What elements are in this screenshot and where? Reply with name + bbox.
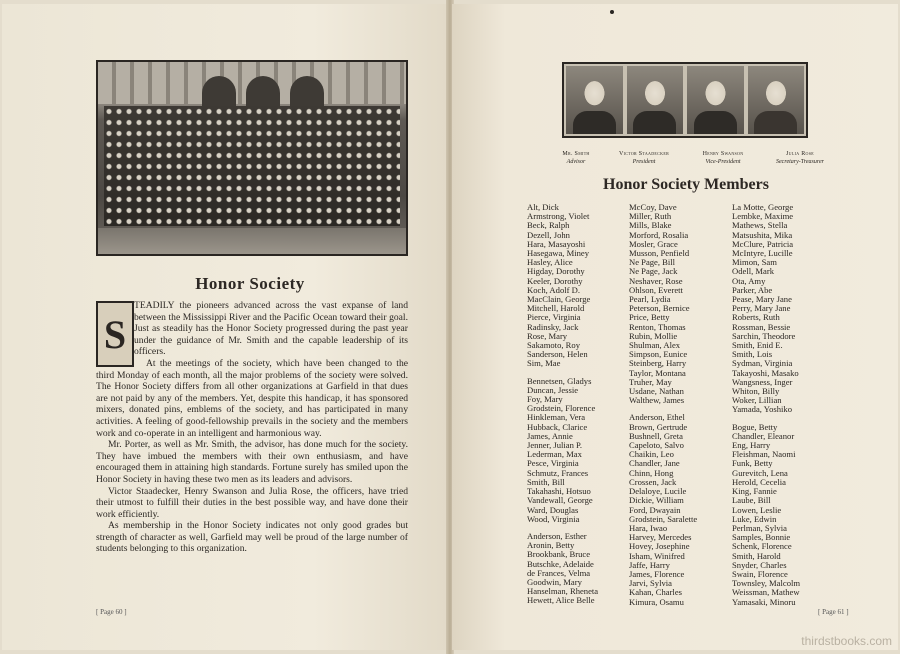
paragraph: TEADILY the pioneers advanced across the vast expanse of land between the Mississippi River and the Pacific Ocean toward their goal. Just as steadily has the Honor Society progressed during the past year under the guidance of Mr. Smith and the capable leadership of its officers. [134, 300, 408, 358]
member-name: Capeloto, Salvo [629, 440, 684, 451]
member-name: McClure, Patricia [732, 238, 794, 249]
member-name: Butschke, Adelaide [527, 558, 594, 569]
member-name: Anderson, Ethel [629, 412, 685, 423]
page-number: [ Page 61 ] [818, 608, 849, 616]
page-number: [ Page 60 ] [96, 608, 127, 616]
member-name: Bogue, Betty [732, 421, 778, 432]
member-name: Sakamoto, Roy [527, 340, 580, 351]
member-name: Neshaver, Rose [629, 275, 683, 286]
member-name: Shulman, Alex [629, 340, 681, 351]
member-name: Ne Page, Bill [629, 257, 676, 268]
member-name: Samples, Bonnie [732, 532, 791, 543]
member-name: Pierce, Virginia [527, 312, 581, 323]
member-name: Takahashi, Hotsuo [527, 486, 591, 497]
member-name: Duncan, Jessie [527, 384, 579, 395]
member-name: Price, Betty [629, 312, 670, 323]
member-name: Musson, Penfield [629, 248, 690, 259]
member-name: Miller, Ruth [629, 211, 672, 222]
watermark: thirdstbooks.com [801, 634, 892, 648]
member-name: Rossman, Bessie [732, 321, 791, 332]
member-name: Grodstein, Florence [527, 403, 596, 414]
member-name: Ford, Dwayain [629, 504, 681, 515]
member-name: Sanderson, Helen [527, 349, 588, 360]
member-name: Crossen, Jack [629, 476, 677, 487]
member-name: Ward, Douglas [527, 504, 579, 515]
member-name: Perlman, Sylvia [732, 522, 787, 533]
member-name: Schenk, Florence [732, 541, 792, 552]
member-name: de Frances, Velma [527, 567, 591, 578]
member-name: Isham, Winifred [629, 550, 685, 561]
member-name: Laube, Bill [732, 495, 771, 506]
member-name: Yamada, Yoshiko [732, 404, 793, 415]
member-name: Kimura, Osamu [629, 596, 684, 607]
member-name: Eng, Harry [732, 440, 771, 451]
member-name: Bennetsen, Gladys [527, 375, 592, 386]
member-name: Aronin, Betty [527, 540, 575, 551]
members-heading: Honor Society Members [603, 176, 769, 193]
member-name: Armstrong, Violet [527, 211, 590, 222]
member-name: Taylor, Montana [629, 367, 686, 378]
member-name: Fleishman, Naomi [732, 449, 796, 460]
member-name: Hara, Masayoshi [527, 238, 586, 249]
officer-caption: Henry Swanson Vice-President [702, 151, 744, 165]
member-name: Brookbank, Bruce [527, 549, 591, 560]
member-name: Mosler, Grace [629, 238, 678, 249]
member-name: Renton, Thomas [629, 321, 686, 332]
member-name: Swain, Florence [732, 568, 788, 579]
member-name: Lembke, Maxime [732, 211, 794, 222]
member-name: La Motte, George [732, 202, 794, 212]
member-name: Sarchin, Theodore [732, 330, 796, 341]
officer-caption: Mr. Smith Advisor [562, 151, 590, 165]
member-name: Takayoshi, Masako [732, 367, 799, 378]
member-name: MacClain, George [527, 294, 591, 305]
member-name: Goodwin, Mary [527, 576, 582, 587]
member-name: Hara, Iwao [629, 522, 668, 533]
member-name: Lederman, Max [527, 449, 582, 460]
member-name: Yamasaki, Minoru [732, 596, 796, 607]
member-name: Truher, May [629, 376, 672, 387]
member-name: Luke, Edwin [732, 513, 777, 524]
member-name: Ne Page, Jack [629, 266, 678, 277]
member-name: Hasley, Alice [527, 257, 573, 268]
member-name: Simpson, Eunice [629, 349, 688, 360]
member-name: Hubback, Clarice [527, 421, 588, 432]
member-name: Pesce, Virginia [527, 458, 579, 469]
portrait-vice-president [687, 66, 744, 134]
member-name: Mimon, Sam [732, 257, 777, 268]
member-name: Schmutz, Frances [527, 467, 589, 478]
member-name: Mitchell, Harold [527, 303, 585, 314]
member-name: Hovey, Josephine [629, 541, 690, 552]
member-name: Perry, Mary Jane [732, 303, 791, 314]
member-name: Vandewall, George [527, 495, 593, 506]
member-name: Anderson, Esther [527, 530, 587, 541]
member-name: Lowen, Leslie [732, 504, 782, 515]
paragraph: Victor Staadecker, Henry Swanson and Julia Rose, the officers, have tried their utmost to fulfill their duties in the best possible way, and have done their work efficiently. [96, 485, 408, 520]
members-column [527, 203, 635, 606]
member-name: Walthew, James [629, 395, 685, 406]
member-name: Morford, Rosalia [629, 229, 689, 240]
member-name: Jenner, Julian P. [527, 440, 583, 451]
member-name: McCoy, Dave [629, 202, 677, 212]
member-name: McIntyre, Lucille [732, 248, 793, 259]
member-name: Smith, Bill [527, 476, 565, 487]
member-name: Jarvi, Sylvia [629, 578, 672, 589]
member-name: Smith, Enid E. [732, 340, 783, 351]
article-body [96, 300, 408, 555]
member-name: Chandler, Jane [629, 458, 680, 469]
member-name: Dickie, William [629, 495, 684, 506]
member-name: Hewett, Alice Belle [527, 595, 595, 606]
members-column [732, 203, 840, 607]
member-name: Jaffe, Harry [629, 559, 670, 570]
officer-caption: Victor Staadecker President [618, 151, 670, 165]
member-name: Odell, Mark [732, 266, 775, 277]
member-name: Higday, Dorothy [527, 266, 585, 277]
officer-caption: Julia Rose Secretary-Treasurer [776, 151, 824, 165]
member-name: Chandler, Eleanor [732, 430, 795, 441]
portrait-secretary [748, 66, 805, 134]
member-name: Brown, Gertrude [629, 421, 688, 432]
members-column [629, 203, 737, 607]
member-name: Beck, Ralph [527, 220, 570, 231]
page-title: Honor Society [195, 274, 305, 293]
member-name: Herold, Cecelia [732, 476, 786, 487]
member-name: Rose, Mary [527, 330, 568, 341]
member-name: Woker, Lillian [732, 395, 782, 406]
member-name: James, Florence [629, 568, 685, 579]
member-name: Harvey, Mercedes [629, 532, 692, 543]
member-name: Kahan, Charles [629, 587, 682, 598]
member-name: Peterson, Bernice [629, 303, 690, 314]
member-name: Bushnell, Greta [629, 430, 683, 441]
page-mark [610, 10, 614, 14]
member-name: Roberts, Ruth [732, 312, 780, 323]
member-name: Snyder, Charles [732, 559, 787, 570]
paragraph: At the meetings of the society, which have been changed to the third Monday of each month, all the major problems of the society were solved. The Honor Society differs from all other organizations at Garfield in that dues are not paid by any of the members. Yet, despite this handicap, it has sponsored mixers, donated pins, emblems of the society, and has participated in many activities. A feeling of good-fellowship prevails in the society and the members work and co-operate in an intelligent and harmonious way. [96, 357, 408, 439]
member-name: Weissman, Mathew [732, 587, 800, 598]
member-name: Funk, Betty [732, 458, 773, 469]
member-name: Smith, Lois [732, 349, 773, 360]
member-name: Hanselman, Rheneta [527, 586, 599, 597]
member-name: Pearl, Lydia [629, 294, 671, 305]
portrait-president [627, 66, 684, 134]
member-name: Matsushita, Mika [732, 229, 793, 240]
member-name: Hinkleman, Vera [527, 412, 586, 423]
member-name: Wangsness, Inger [732, 376, 793, 387]
member-name: Ohlson, Everett [629, 284, 683, 295]
member-name: Foy, Mary [527, 394, 563, 405]
member-name: Chinn, Hong [629, 467, 674, 478]
member-name: Koch, Adolf D. [527, 284, 580, 295]
member-name: Grodstein, Saralette [629, 513, 698, 524]
member-name: King, Fannie [732, 486, 777, 497]
member-name: James, Annie [527, 430, 573, 441]
member-name: Pease, Mary Jane [732, 294, 792, 305]
group-photo [96, 60, 408, 256]
member-name: Mathews, Stella [732, 220, 788, 231]
member-name: Gurevitch, Lena [732, 467, 788, 478]
member-name: Usdane, Nathan [629, 386, 684, 397]
member-name: Sim, Mae [527, 358, 561, 369]
portrait-advisor [566, 66, 623, 134]
member-name: Rubin, Mollie [629, 330, 678, 341]
member-name: Keeler, Dorothy [527, 275, 583, 286]
paragraph: As membership in the Honor Society indicates not only good grades but strength of character as well, Garfield may well be proud of the large number of students belonging to this organization. [96, 520, 408, 555]
member-name: Ota, Amy [732, 275, 766, 286]
member-name: Townsley, Malcolm [732, 578, 801, 589]
member-name: Mills, Blake [629, 220, 672, 231]
member-name: Whiton, Billy [732, 386, 780, 397]
member-name: Smith, Harold [732, 550, 781, 561]
member-name: Sydman, Virginia [732, 358, 793, 369]
drop-cap: S [96, 301, 134, 367]
member-name: Chaikin, Leo [629, 449, 674, 460]
member-name: Wood, Virginia [527, 513, 580, 524]
member-name: Radinsky, Jack [527, 321, 579, 332]
member-name: Dezell, John [527, 229, 570, 240]
officer-portraits [562, 62, 808, 138]
member-name: Parker, Abe [732, 284, 773, 295]
paragraph: Mr. Porter, as well as Mr. Smith, the advisor, has done much for the society. They have imbued the members with their own enthusiasm, and have encouraged them in attaining high standards. Fortune surely has smiled upon the Honor Society in having these two men as its leaders and advisors. [96, 439, 408, 485]
member-name: Steinberg, Harry [629, 358, 687, 369]
member-name: Delaloye, Lucile [629, 486, 687, 497]
member-name: Hasegawa, Miney [527, 248, 590, 259]
member-name: Alt, Dick [527, 202, 559, 212]
